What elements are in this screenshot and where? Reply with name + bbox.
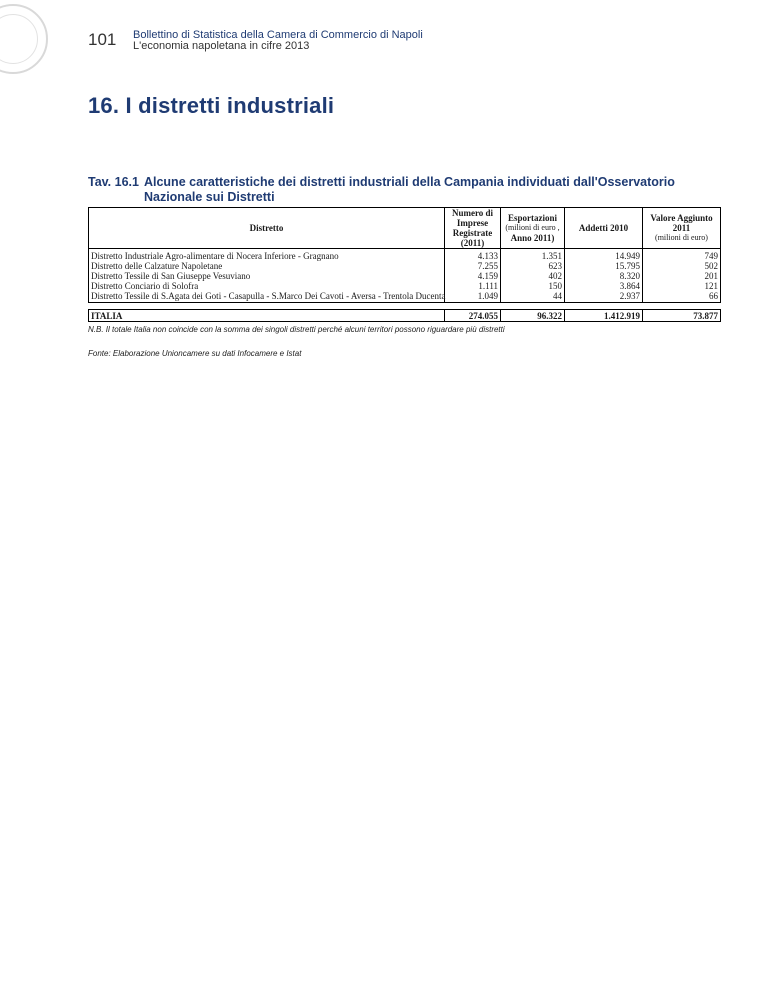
cell-imprese: 4.159 bbox=[445, 271, 501, 281]
cell-imprese: 4.133 bbox=[445, 249, 501, 262]
cell-addetti: 3.864 bbox=[565, 281, 643, 291]
cell-total-label: ITALIA bbox=[89, 310, 445, 322]
cell-distretto: Distretto Tessile di S.Agata dei Goti - Casapulla - S.Marco Dei Cavoti - Aversa - Trentola Ducenta bbox=[89, 291, 445, 303]
table-header-row bbox=[89, 208, 721, 249]
cell-distretto: Distretto Industriale Agro-alimentare di Nocera Inferiore - Gragnano bbox=[89, 249, 445, 262]
table-note: N.B. Il totale Italia non coincide con la somma dei singoli distretti perché alcuni territori possono riguardare più distretti bbox=[88, 325, 505, 334]
publication-subtitle: L'economia napoletana in cifre 2013 bbox=[133, 40, 310, 52]
chamber-seal-logo bbox=[0, 4, 48, 74]
cell-valore: 121 bbox=[643, 281, 721, 291]
running-header bbox=[133, 30, 423, 52]
cell-esportazioni: 623 bbox=[501, 261, 565, 271]
cell-imprese: 1.049 bbox=[445, 291, 501, 303]
table-caption-text: Alcune caratteristiche dei distretti industriali della Campania individuati dall'Osservatorio Nazionale sui Distretti bbox=[143, 175, 675, 204]
page-number: 101 bbox=[88, 30, 117, 49]
districts-table bbox=[88, 207, 721, 322]
cell-distretto: Distretto Tessile di San Giuseppe Vesuviano bbox=[89, 271, 445, 281]
cell-esportazioni: 402 bbox=[501, 271, 565, 281]
cell-addetti: 8.320 bbox=[565, 271, 643, 281]
table-total-row bbox=[89, 310, 721, 322]
cell-esportazioni: 1.351 bbox=[501, 249, 565, 262]
cell-distretto: Distretto Conciario di Solofra bbox=[89, 281, 445, 291]
publication-title: Bollettino di Statistica della Camera di Commercio di Napoli bbox=[133, 29, 423, 41]
cell-addetti: 14.949 bbox=[565, 249, 643, 262]
cell-total-imprese: 274.055 bbox=[445, 310, 501, 322]
table-source: Fonte: Elaborazione Unioncamere su dati Infocamere e Istat bbox=[88, 349, 302, 358]
col-header-imprese: Numero di Imprese Registrate (2011) bbox=[445, 208, 501, 249]
cell-valore: 502 bbox=[643, 261, 721, 271]
col-header-addetti: Addetti 2010 bbox=[565, 208, 643, 249]
table-code: Tav. 16.1 bbox=[88, 175, 139, 189]
table-row bbox=[89, 271, 721, 281]
table-row bbox=[89, 281, 721, 291]
cell-valore: 201 bbox=[643, 271, 721, 281]
cell-distretto: Distretto delle Calzature Napoletane bbox=[89, 261, 445, 271]
col-header-esportazioni: Esportazioni (milioni di euro , Anno 2011) bbox=[501, 208, 565, 249]
table-row bbox=[89, 249, 721, 262]
table-spacer bbox=[89, 303, 721, 310]
cell-esportazioni: 44 bbox=[501, 291, 565, 303]
cell-esportazioni: 150 bbox=[501, 281, 565, 291]
cell-imprese: 1.111 bbox=[445, 281, 501, 291]
table-row bbox=[89, 261, 721, 271]
cell-valore: 66 bbox=[643, 291, 721, 303]
cell-valore: 749 bbox=[643, 249, 721, 262]
section-title: 16. I distretti industriali bbox=[88, 93, 335, 118]
cell-total-esportazioni: 96.322 bbox=[501, 310, 565, 322]
col-header-esportazioni-year: Anno 2011) bbox=[510, 233, 555, 243]
cell-addetti: 2.937 bbox=[565, 291, 643, 303]
col-header-distretto: Distretto bbox=[89, 208, 445, 249]
table-caption bbox=[88, 175, 708, 205]
cell-imprese: 7.255 bbox=[445, 261, 501, 271]
col-header-valore-unit: (milioni di euro) bbox=[655, 233, 708, 242]
cell-total-addetti: 1.412.919 bbox=[565, 310, 643, 322]
col-header-valore: Valore Aggiunto 2011 (milioni di euro) bbox=[643, 208, 721, 249]
cell-total-valore: 73.877 bbox=[643, 310, 721, 322]
col-header-esportazioni-unit: (milioni di euro , bbox=[505, 223, 560, 232]
cell-addetti: 15.795 bbox=[565, 261, 643, 271]
table-row bbox=[89, 291, 721, 303]
